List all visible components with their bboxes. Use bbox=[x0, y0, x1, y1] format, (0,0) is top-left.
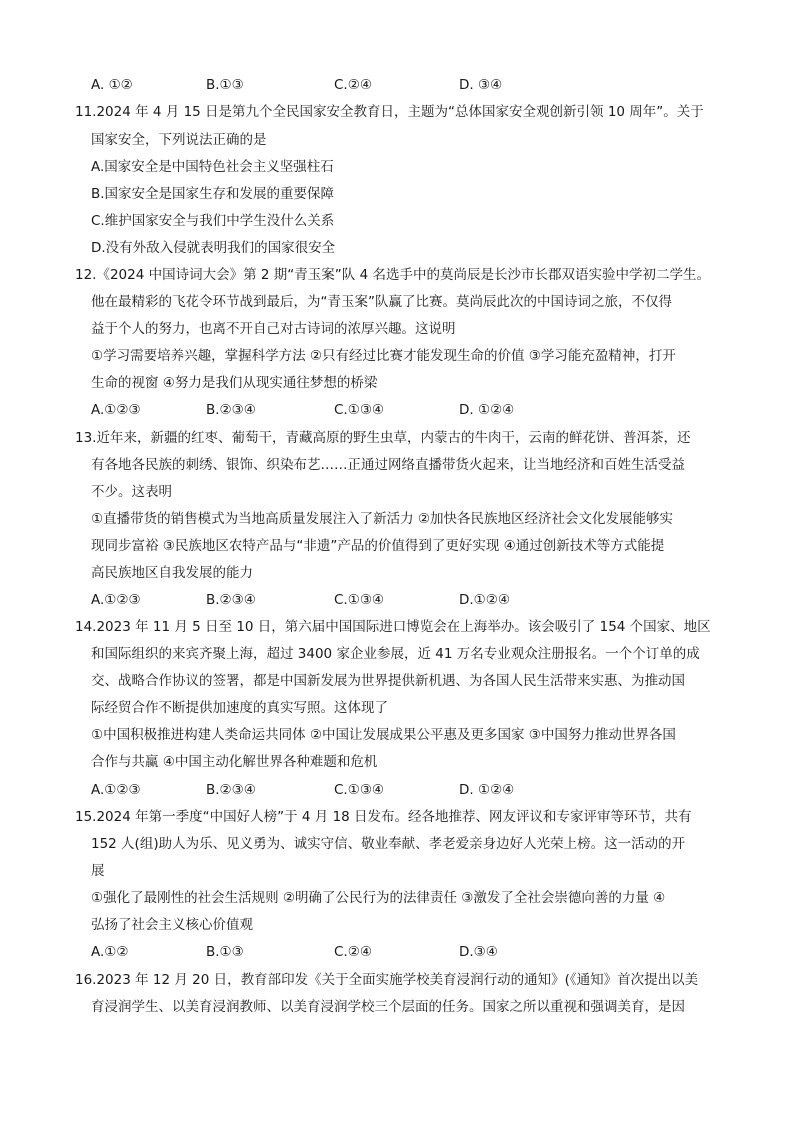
q11-option-a: A.国家安全是中国特色社会主义坚强柱石 bbox=[91, 159, 334, 175]
q14-stem-line-1: 14.2023 年 11 月 5 日至 10 日，第六届中国国际进口博览会在上海举办。该会吸引了 154 个国家、地区 bbox=[75, 619, 711, 635]
q11-option-d: D.没有外敌入侵就表明我们的国家很安全 bbox=[91, 240, 336, 256]
q16-stem-line-1: 16.2023 年 12 月 20 日，教育部印发《关于全面实施学校美育浸润行动的通知》(《通知》首次提出以美 bbox=[75, 972, 699, 988]
q15-option-b: B.①③ bbox=[206, 944, 244, 960]
q15-option-d: D.③④ bbox=[459, 944, 498, 960]
q13-statement-line-2: 现同步富裕 ③民族地区农特产品与“非遗”产品的价值得到了更好实现 ④通过创新技术等方式能提 bbox=[91, 538, 665, 554]
q13-option-d: D.①②④ bbox=[459, 592, 510, 608]
q15-options bbox=[0, 942, 793, 962]
q14-stem-line-4: 际经贸合作不断提供加速度的真实写照。这体现了 bbox=[91, 700, 388, 716]
q15-stem-line-1: 15.2024 年第一季度“中国好人榜”于 4 月 18 日发布。经各地推荐、网友评议和专家评审等环节，共有 bbox=[75, 809, 692, 825]
q10-option-b: B.①③ bbox=[206, 77, 244, 93]
q14-option-d: D. ①②④ bbox=[459, 782, 515, 798]
q12-option-a: A.①②③ bbox=[91, 402, 141, 418]
q12-option-c: C.①③④ bbox=[334, 402, 385, 418]
q12-options bbox=[0, 400, 793, 420]
q13-statement-line-1: ①直播带货的销售模式为当地高质量发展注入了新活力 ②加快各民族地区经济社会文化发展能够实 bbox=[91, 511, 673, 527]
q16-stem-line-2: 育浸润学生、以美育浸润教师、以美育浸润学校三个层面的任务。国家之所以重视和强调美育，是因 bbox=[91, 999, 685, 1015]
q14-statement-line-2: 合作与共赢 ④中国主动化解世界各种难题和危机 bbox=[91, 754, 378, 770]
q14-statement-line-1: ①中国积极推进构建人类命运共同体 ②中国让发展成果公平惠及更多国家 ③中国努力推动世界各国 bbox=[91, 727, 676, 743]
q13-stem-line-1: 13.近年来，新疆的红枣、葡萄干，青藏高原的野生虫草，内蒙古的牛肉干，云南的鲜花饼、普洱茶，还 bbox=[75, 430, 691, 446]
q12-statement-line-1: ①学习需要培养兴趣，掌握科学方法 ②只有经过比赛才能发现生命的价值 ③学习能充盈精神，打开 bbox=[91, 348, 676, 364]
q15-option-c: C.②④ bbox=[334, 944, 372, 960]
q12-stem-line-1: 12.《2024 中国诗词大会》第 2 期“青玉案”队 4 名选手中的莫尚辰是长沙市长郡双语实验中学初二学生。 bbox=[75, 267, 710, 283]
q13-option-a: A.①②③ bbox=[91, 592, 141, 608]
q10-options bbox=[0, 75, 793, 95]
q14-option-c: C.①③④ bbox=[334, 782, 385, 798]
q12-stem-line-3: 益于个人的努力，也离不开自己对古诗词的浓厚兴趣。这说明 bbox=[91, 321, 456, 337]
q13-option-b: B.②③④ bbox=[206, 592, 256, 608]
q12-statement-line-2: 生命的视窗 ④努力是我们从现实通往梦想的桥梁 bbox=[91, 375, 378, 391]
q10-option-a: A. ①② bbox=[91, 77, 133, 93]
q13-stem-line-2: 有各地各民族的刺绣、银饰、织染布艺……正通过网络直播带货火起来，让当地经济和百姓生活受益 bbox=[91, 457, 685, 473]
q15-statement-line-1: ①强化了最刚性的社会生活规则 ②明确了公民行为的法律责任 ③激发了全社会崇德向善的力量 ④ bbox=[91, 890, 666, 906]
q12-option-b: B.②③④ bbox=[206, 402, 256, 418]
q11-stem-line-1: 11.2024 年 4 月 15 日是第九个全民国家安全教育日，主题为“总体国家安全观创新引领 10 周年”。关于 bbox=[75, 104, 704, 120]
q14-options bbox=[0, 780, 793, 800]
q15-option-a: A.①② bbox=[91, 944, 129, 960]
q12-stem-line-2: 他在最精彩的飞花令环节战到最后，为“青玉案”队赢了比赛。莫尚辰此次的中国诗词之旅，不仅得 bbox=[91, 294, 672, 310]
q15-stem-line-2: 152 人(组)助人为乐、见义勇为、诚实守信、敬业奉献、孝老爱亲身边好人光荣上榜。这一活动的开 bbox=[91, 836, 686, 852]
q14-stem-line-2: 和国际组织的来宾齐聚上海，超过 3400 家企业参展，近 41 万名专业观众注册报名。一个个订单的成 bbox=[91, 646, 700, 662]
q12-option-d: D. ①②④ bbox=[459, 402, 515, 418]
q13-options bbox=[0, 590, 793, 610]
q14-option-b: B.②③④ bbox=[206, 782, 256, 798]
q13-stem-line-3: 不少。这表明 bbox=[91, 484, 172, 500]
q11-option-b: B.国家安全是国家生存和发展的重要保障 bbox=[91, 186, 335, 202]
q13-option-c: C.①③④ bbox=[334, 592, 385, 608]
q15-stem-line-3: 展 bbox=[91, 863, 105, 879]
q14-option-a: A.①②③ bbox=[91, 782, 141, 798]
q14-stem-line-3: 交、战略合作协议的签署，都是中国新发展为世界提供新机遇、为各国人民生活带来实惠、为推动国 bbox=[91, 673, 685, 689]
q10-option-c: C.②④ bbox=[334, 77, 372, 93]
q10-option-d: D. ③④ bbox=[459, 77, 503, 93]
q15-statement-line-2: 弘扬了社会主义核心价值观 bbox=[91, 917, 253, 933]
q11-option-c: C.维护国家安全与我们中学生没什么关系 bbox=[91, 213, 335, 229]
q13-statement-line-3: 高民族地区自我发展的能力 bbox=[91, 565, 253, 581]
q11-stem-line-2: 国家安全，下列说法正确的是 bbox=[91, 132, 267, 148]
